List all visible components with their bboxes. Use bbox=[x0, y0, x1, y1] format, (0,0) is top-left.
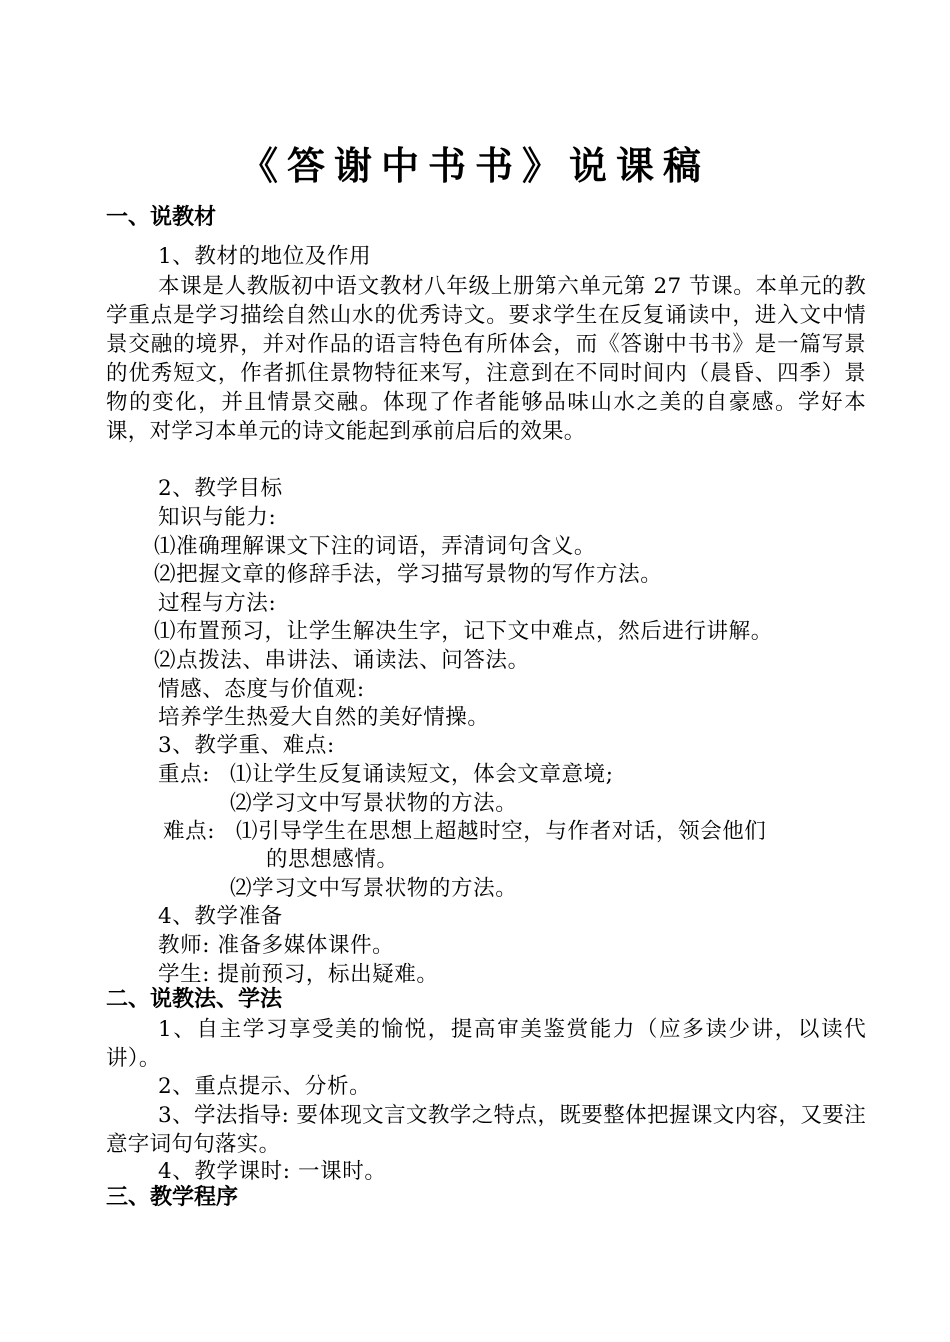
process-item-2: ⑵点拨法、串讲法、诵读法、问答法。 bbox=[154, 648, 530, 673]
section-heading-3: 三、教学程序 bbox=[106, 1185, 239, 1210]
emotion-label: 情感、态度与价值观: bbox=[158, 677, 365, 702]
section-heading-2: 二、说教法、学法 bbox=[106, 987, 283, 1012]
method-item-3: 3、学法指导: 要体现文言文教学之特点，既要整体把握课文内容，又要注意字词句句落实。 bbox=[106, 1103, 866, 1157]
page-title: 《答谢中书书》说课稿 bbox=[239, 143, 710, 188]
knowledge-label: 知识与能力: bbox=[158, 505, 277, 530]
key-point-1: ⑴让学生反复诵读短文，体会文章意境; bbox=[230, 762, 614, 787]
difficulty-label: 难点: bbox=[163, 819, 216, 844]
knowledge-item-2: ⑵把握文章的修辞手法，学习描写景物的写作方法。 bbox=[154, 562, 663, 587]
item-title-3: 3、教学重、难点: bbox=[158, 733, 335, 758]
difficulty-1-continued: 的思想感情。 bbox=[266, 847, 399, 872]
key-point-label: 重点: bbox=[158, 762, 211, 787]
emotion-item-1: 培养学生热爱大自然的美好情操。 bbox=[158, 705, 490, 730]
paragraph-material-status: 本课是人教版初中语文教材八年级上册第六单元第 27 节课。本单元的教学重点是学习描绘自然山水的优秀诗文。要求学生在反复诵读中，进入文中情景交融的境界，并对作品的语言特色有所体会，而《答谢中书书》是一篇写景的优秀短文，作者抓住景物特征来写，注意到在不同时间内（晨昏、四季）景物的变化，并且情景交融。体现了作者能够品味山水之美的自豪感。学好本课，对学习本单元的诗文能起到承前启后的效果。 bbox=[106, 274, 866, 444]
method-item-4: 4、教学课时: 一课时。 bbox=[158, 1159, 387, 1184]
knowledge-item-1: ⑴准确理解课文下注的词语，弄清词句含义。 bbox=[154, 534, 597, 559]
method-item-1: 1、自主学习享受美的愉悦，提高审美鉴赏能力（应多读少讲，以读代讲）。 bbox=[106, 1017, 866, 1071]
item-title-1: 1、教材的地位及作用 bbox=[158, 244, 372, 269]
item-title-4: 4、教学准备 bbox=[158, 904, 283, 929]
section-heading-1: 一、说教材 bbox=[106, 205, 217, 230]
item-title-2: 2、教学目标 bbox=[158, 476, 283, 501]
difficulty-1: ⑴引导学生在思想上超越时空，与作者对话，领会他们 bbox=[236, 819, 767, 844]
key-point-2: ⑵学习文中写景状物的方法。 bbox=[230, 791, 518, 816]
teacher-preparation: 教师: 准备多媒体课件。 bbox=[158, 933, 395, 958]
process-label: 过程与方法: bbox=[158, 591, 277, 616]
difficulty-2: ⑵学习文中写景状物的方法。 bbox=[230, 876, 518, 901]
method-item-2: 2、重点提示、分析。 bbox=[158, 1074, 372, 1099]
process-item-1: ⑴布置预习，让学生解决生字，记下文中难点，然后进行讲解。 bbox=[154, 619, 773, 644]
student-preparation: 学生: 提前预习，标出疑难。 bbox=[158, 962, 439, 987]
